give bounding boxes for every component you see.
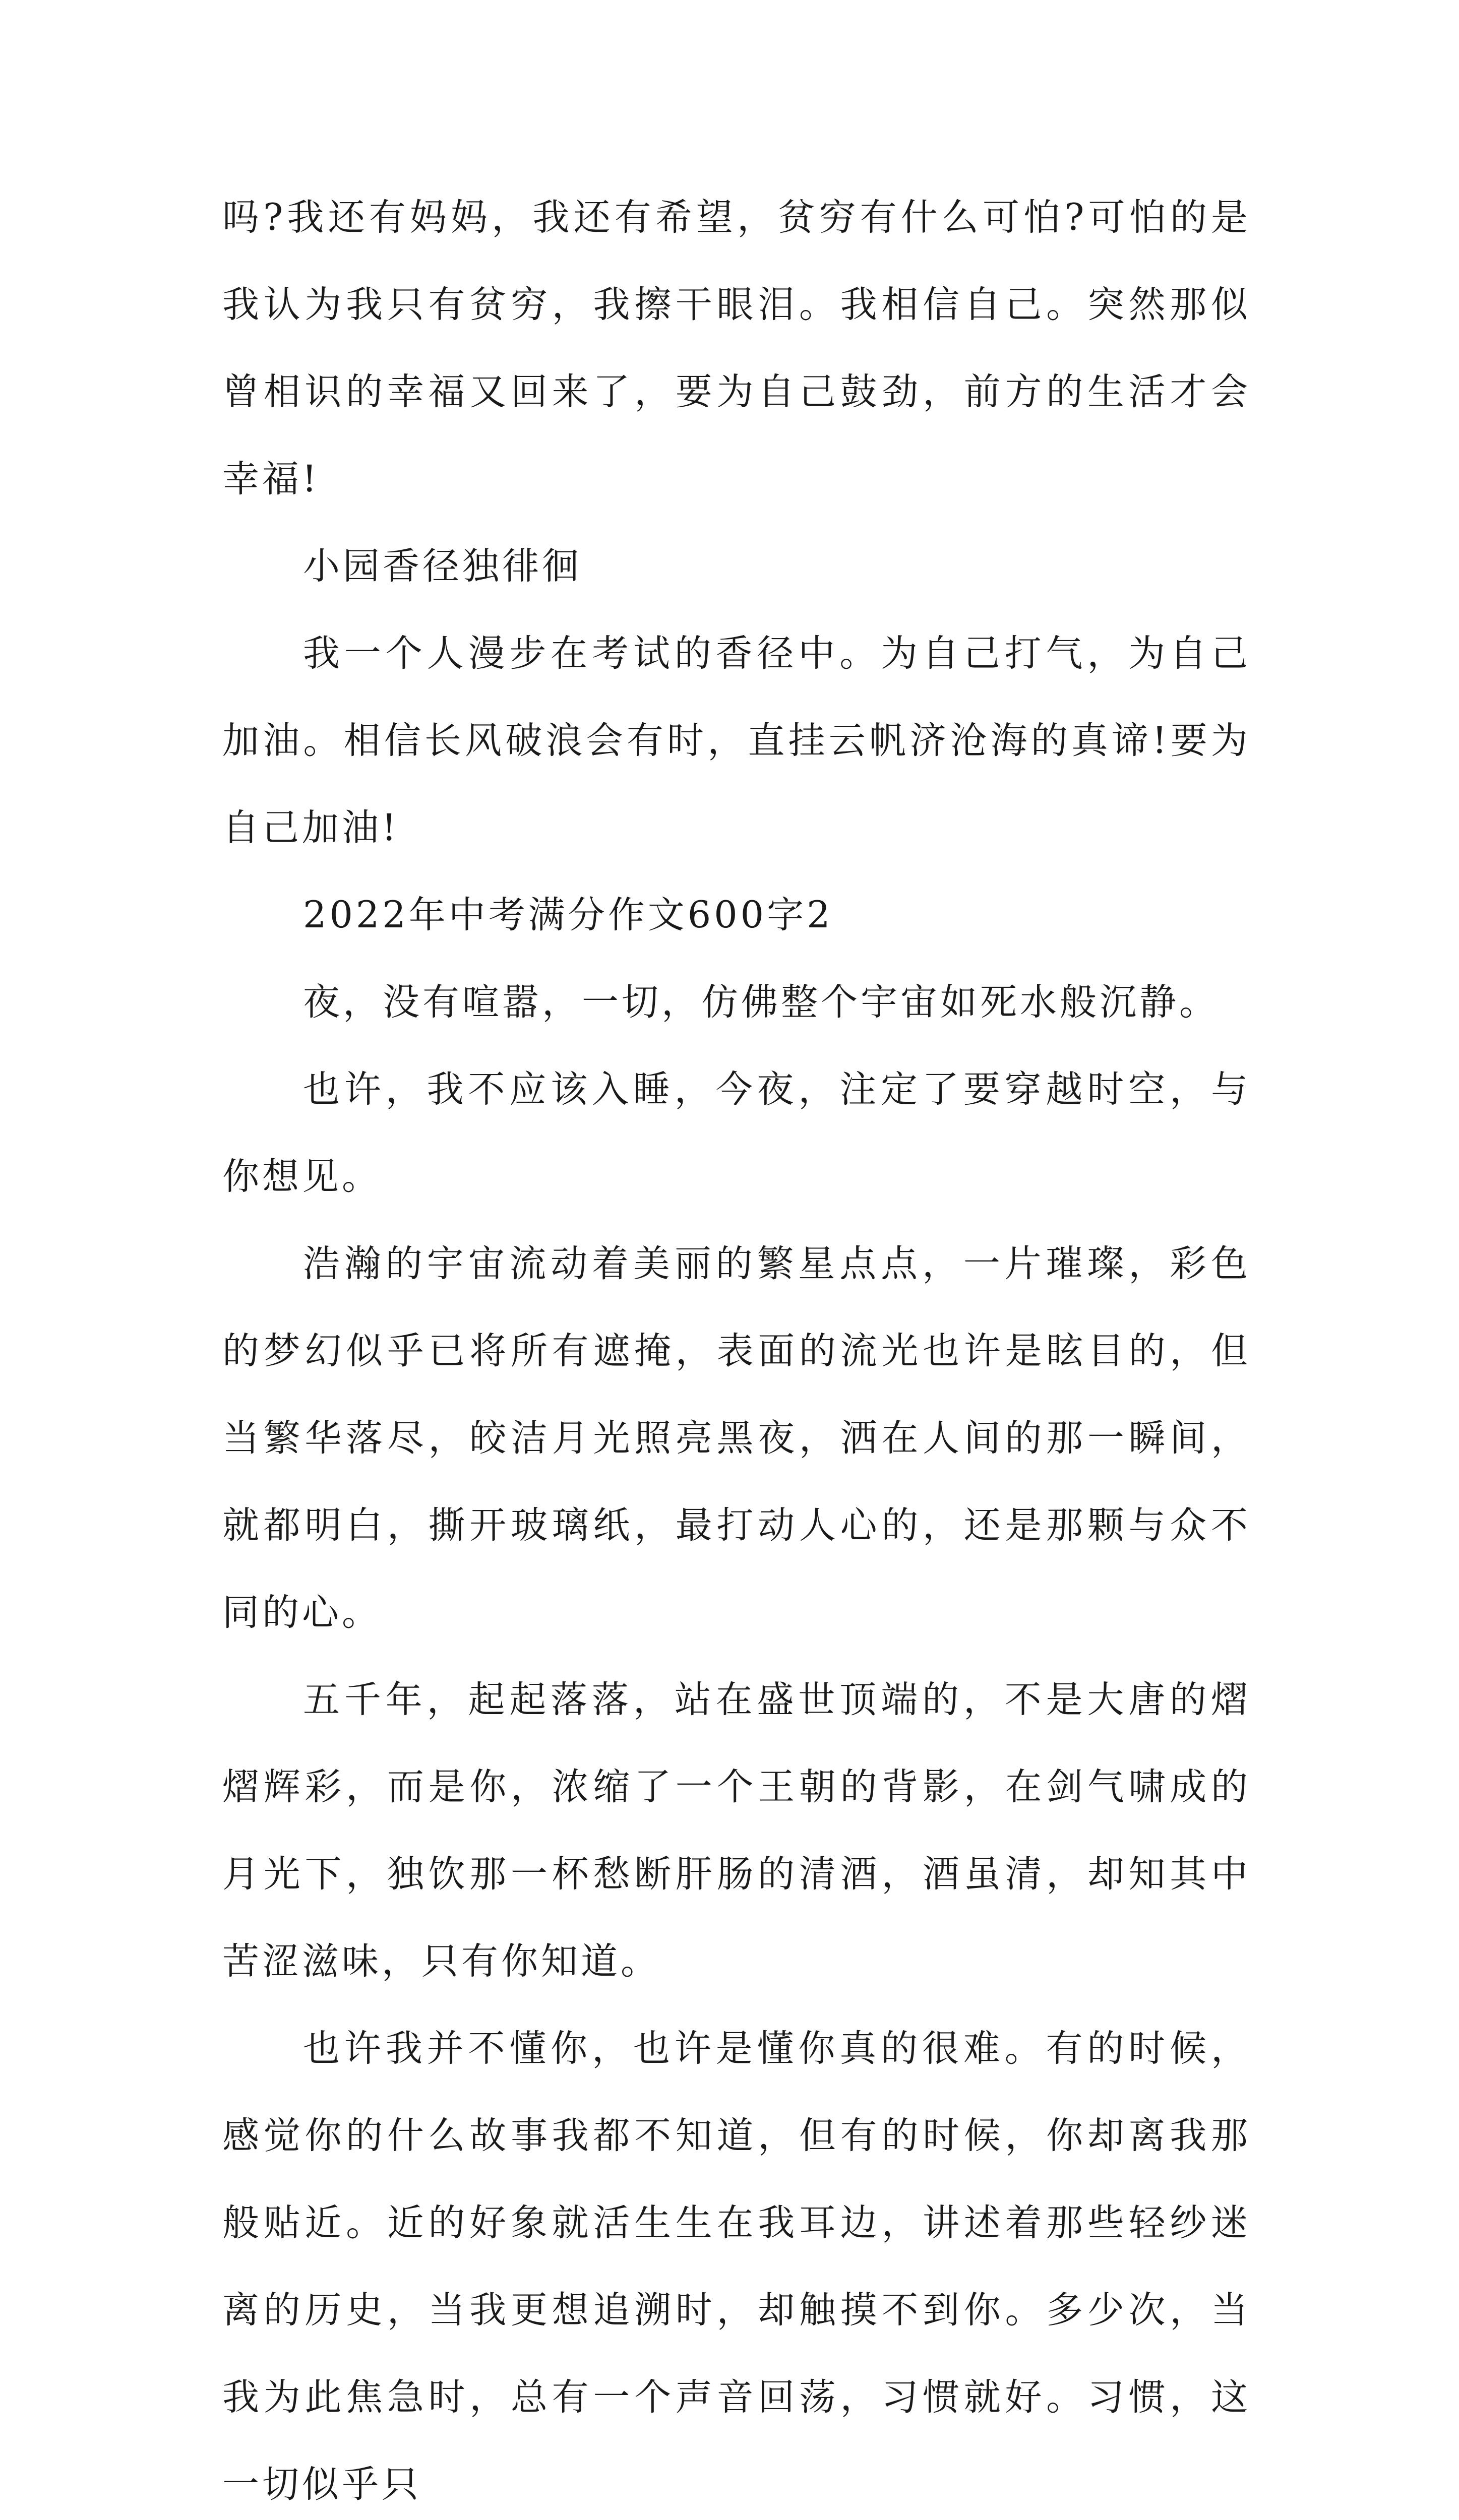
paragraph: 也许，我不应该入睡，今夜，注定了要穿越时空，与你想见。 [222, 1068, 1251, 1198]
paragraph: 我一个人漫步在考试的香径中。为自己打气，为自己加油。相信长风破浪会有时，直挂云帆济沧海的真谛!要为自己加油! [222, 632, 1251, 849]
section-heading: 小园香径独徘徊 [303, 545, 582, 588]
paragraph: 夜，没有喧嚣，一切，仿佛整个宇宙如死水般沉静。 [303, 981, 1219, 1024]
paragraph: 吗?我还有妈妈，我还有希望，贫穷有什么可怕?可怕的是我认为我只有贫穷，我擦干眼泪。我相信自己。突然那似曾相识的幸福又回来了，要为自己鼓劲，前方的生活才会幸福! [222, 196, 1251, 500]
paragraph: 也许我并不懂你，也许是懂你真的很难。有的时候，感觉你的什么故事我都不知道，但有的时候，你却离我那般贴近。近的好象就活生生在我耳边，讲述着那些轻纱迷离的历史，当我更想追溯时，却触摸不到你。多少次，当我为此焦急时，总有一个声音回荡，习惯就好。习惯，这一切似乎只 [222, 2027, 1251, 2506]
essay-title: 2022年中考满分作文600字2 [303, 894, 833, 936]
document-body [222, 174, 1251, 2520]
paragraph: 五千年，起起落落，站在盛世顶端的，不是大唐的熠熠辉彩，而是你，浓缩了一个王朝的背影，在剑气啸成的月光下，独饮那一杯愁断肝肠的清酒，酒虽清，却知其中苦涩滋味，只有你知道。 [222, 1678, 1251, 1983]
paragraph: 浩瀚的宇宙流动着美丽的繁星点点，一片璀璨，彩色的梦幻似乎已将所有遮掩，表面的流光也许是眩目的，但当繁华落尽，皎洁月光照亮黑夜，洒在人间的那一瞬间，就都明白，撕开玻璃纸，最打动人心的，还是那颗与众不同的心。 [222, 1242, 1251, 1634]
